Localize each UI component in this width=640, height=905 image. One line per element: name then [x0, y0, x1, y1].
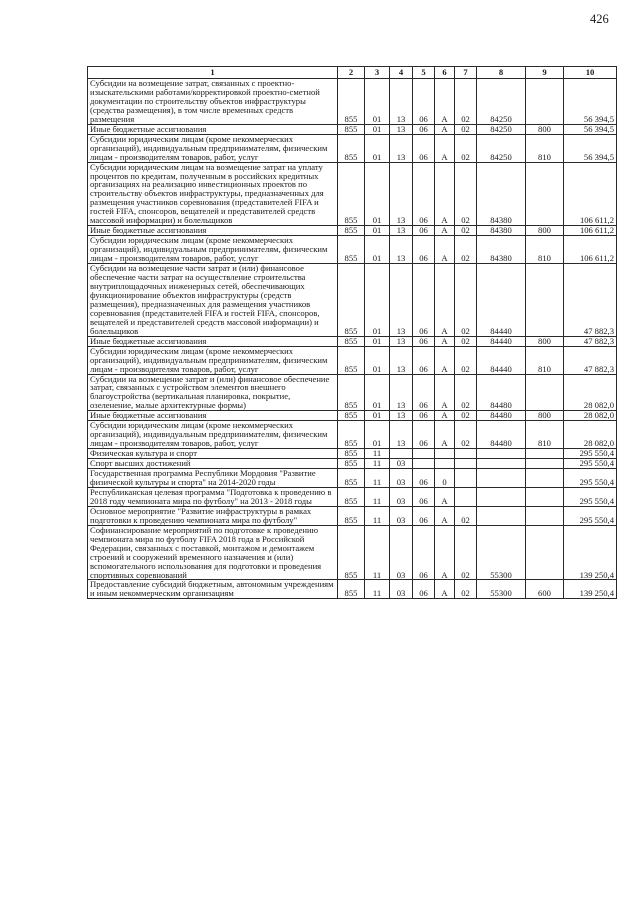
program-code: 06: [413, 487, 435, 506]
activity-code: 02: [455, 374, 477, 411]
subprogram-code: А: [435, 374, 455, 411]
activity-code: 02: [455, 346, 477, 374]
row-name: Субсидии юридическим лицам (кроме некоммерческих организаций), индивидуальным предпринимателям, физическим лицам - производителям товаров, работ, услуг: [88, 421, 338, 449]
section-code: 01: [365, 124, 390, 134]
activity-code: [455, 459, 477, 469]
expense-type-code: [526, 506, 564, 525]
ministry-code: 855: [338, 506, 365, 525]
subprogram-code: А: [435, 421, 455, 449]
expense-type-code: 800: [526, 226, 564, 236]
subprogram-code: [435, 449, 455, 459]
subprogram-code: А: [435, 336, 455, 346]
row-name: Субсидии на возмещение затрат и (или) финансовое обеспечение затрат, связанных с устройством элементов внешнего благоустройства (вертикальная планировка, покрытие, озеленение, малые архитектурные формы): [88, 374, 338, 411]
direction-code: 84250: [477, 124, 526, 134]
table-row: [88, 79, 617, 125]
ministry-code: 855: [338, 411, 365, 421]
amount: 295 550,4: [564, 469, 617, 488]
direction-code: 84480: [477, 421, 526, 449]
program-code: 06: [413, 236, 435, 264]
subsection-code: 13: [390, 124, 413, 134]
section-code: 01: [365, 162, 390, 226]
section-code: 01: [365, 264, 390, 337]
program-code: 06: [413, 264, 435, 337]
direction-code: [477, 459, 526, 469]
subprogram-code: [435, 459, 455, 469]
row-name: Спорт высших достижений: [88, 459, 338, 469]
direction-code: 55300: [477, 525, 526, 580]
amount: 56 394,5: [564, 124, 617, 134]
subprogram-code: А: [435, 226, 455, 236]
ministry-code: 855: [338, 525, 365, 580]
subprogram-code: А: [435, 346, 455, 374]
amount: 28 082,0: [564, 374, 617, 411]
table-row: [88, 469, 617, 488]
subsection-code: [390, 449, 413, 459]
row-name: Субсидии юридическим лицам (кроме некоммерческих организаций), индивидуальным предпринимателям, физическим лицам - производителям товаров, работ, услуг: [88, 134, 338, 162]
section-code: 11: [365, 449, 390, 459]
header-cell: 4: [390, 67, 413, 79]
direction-code: 84380: [477, 162, 526, 226]
expense-type-code: 800: [526, 411, 564, 421]
subprogram-code: А: [435, 411, 455, 421]
header-cell: 2: [338, 67, 365, 79]
program-code: 06: [413, 226, 435, 236]
subsection-code: 03: [390, 459, 413, 469]
amount: 295 550,4: [564, 449, 617, 459]
program-code: 06: [413, 134, 435, 162]
table-header-row: [88, 67, 617, 79]
table-row: [88, 264, 617, 337]
table-row: [88, 124, 617, 134]
row-name: Софинансирование мероприятий по подготовке к проведению чемпионата мира по футболу FIFA 2018 года в Российской Федерации, связанных с поставкой, монтажом и демонтажем строений и сооружений временного назначения и (или) вспомогательного использования для подготовки и проведения спортивных соревнований: [88, 525, 338, 580]
subprogram-code: А: [435, 487, 455, 506]
direction-code: 55300: [477, 580, 526, 599]
subsection-code: 13: [390, 79, 413, 125]
activity-code: 02: [455, 336, 477, 346]
subsection-code: 13: [390, 264, 413, 337]
subsection-code: 13: [390, 236, 413, 264]
subsection-code: 03: [390, 469, 413, 488]
ministry-code: 855: [338, 374, 365, 411]
subsection-code: 13: [390, 374, 413, 411]
section-code: 01: [365, 411, 390, 421]
table-row: [88, 236, 617, 264]
ministry-code: 855: [338, 264, 365, 337]
program-code: 06: [413, 525, 435, 580]
direction-code: 84440: [477, 336, 526, 346]
subsection-code: 13: [390, 226, 413, 236]
activity-code: [455, 449, 477, 459]
table-row: [88, 506, 617, 525]
amount: 47 882,3: [564, 346, 617, 374]
row-name: Субсидии юридическим лицам (кроме некоммерческих организаций), индивидуальным предпринимателям, физическим лицам - производителям товаров, работ, услуг: [88, 236, 338, 264]
budget-table: [87, 66, 617, 599]
expense-type-code: [526, 264, 564, 337]
ministry-code: 855: [338, 459, 365, 469]
ministry-code: 855: [338, 124, 365, 134]
expense-type-code: 810: [526, 421, 564, 449]
program-code: 06: [413, 411, 435, 421]
table-row: [88, 580, 617, 599]
amount: 295 550,4: [564, 487, 617, 506]
table-body: [88, 79, 617, 599]
header-cell: 3: [365, 67, 390, 79]
row-name: Иные бюджетные ассигнования: [88, 411, 338, 421]
amount: 47 882,3: [564, 336, 617, 346]
activity-code: 02: [455, 162, 477, 226]
table-row: [88, 162, 617, 226]
activity-code: 02: [455, 79, 477, 125]
section-code: 11: [365, 506, 390, 525]
subsection-code: 03: [390, 506, 413, 525]
amount: 106 611,2: [564, 236, 617, 264]
ministry-code: 855: [338, 346, 365, 374]
row-name: Субсидии на возмещение части затрат и (или) финансовое обеспечение части затрат на осуществление строительства внутриплощадочных инженерных сетей, обеспечивающих функционирование объектов инфраструктуры (средств размещения), предназначенных для размещения участников соревнования (представителей FIFA и гостей FIFA, спонсоров, вещателей и представителей средств массовой информации) и болельщиков: [88, 264, 338, 337]
activity-code: 02: [455, 411, 477, 421]
amount: 56 394,5: [564, 134, 617, 162]
subprogram-code: А: [435, 264, 455, 337]
activity-code: 02: [455, 506, 477, 525]
page-number: 426: [590, 12, 609, 26]
direction-code: [477, 449, 526, 459]
program-code: 06: [413, 580, 435, 599]
activity-code: 02: [455, 421, 477, 449]
subsection-code: 13: [390, 346, 413, 374]
direction-code: 84480: [477, 411, 526, 421]
subsection-code: 13: [390, 134, 413, 162]
expense-type-code: [526, 79, 564, 125]
section-code: 01: [365, 374, 390, 411]
expense-type-code: 600: [526, 580, 564, 599]
row-name: Иные бюджетные ассигнования: [88, 226, 338, 236]
direction-code: 84440: [477, 264, 526, 337]
ministry-code: 855: [338, 580, 365, 599]
header-cell: 8: [477, 67, 526, 79]
program-code: 06: [413, 162, 435, 226]
row-name: Субсидии на возмещение затрат, связанных с проектно-изыскательскими работами/корректировкой проектно-сметной документации по строительству объектов инфраструктуры (средства размещения), в том числе временных средств размещения: [88, 79, 338, 125]
header-cell: 9: [526, 67, 564, 79]
row-name: Иные бюджетные ассигнования: [88, 124, 338, 134]
ministry-code: 855: [338, 226, 365, 236]
section-code: 01: [365, 336, 390, 346]
program-code: [413, 459, 435, 469]
program-code: [413, 449, 435, 459]
direction-code: [477, 487, 526, 506]
amount: 56 394,5: [564, 79, 617, 125]
expense-type-code: [526, 487, 564, 506]
activity-code: 02: [455, 134, 477, 162]
table-row: [88, 346, 617, 374]
amount: 139 250,4: [564, 580, 617, 599]
row-name: Физическая культура и спорт: [88, 449, 338, 459]
ministry-code: 855: [338, 79, 365, 125]
subprogram-code: А: [435, 506, 455, 525]
subprogram-code: А: [435, 236, 455, 264]
row-name: Основное мероприятие "Развитие инфраструктуры в рамках подготовки к проведению чемпионата мира по футболу": [88, 506, 338, 525]
section-code: 11: [365, 525, 390, 580]
expense-type-code: [526, 162, 564, 226]
ministry-code: 855: [338, 421, 365, 449]
activity-code: 02: [455, 525, 477, 580]
direction-code: [477, 469, 526, 488]
subprogram-code: 0: [435, 469, 455, 488]
amount: 28 082,0: [564, 421, 617, 449]
direction-code: [477, 506, 526, 525]
expense-type-code: 800: [526, 124, 564, 134]
expense-type-code: 800: [526, 336, 564, 346]
direction-code: 84480: [477, 374, 526, 411]
program-code: 06: [413, 336, 435, 346]
table-row: [88, 421, 617, 449]
row-name: Иные бюджетные ассигнования: [88, 336, 338, 346]
activity-code: [455, 487, 477, 506]
header-cell: 10: [564, 67, 617, 79]
amount: 295 550,4: [564, 506, 617, 525]
table-row: [88, 336, 617, 346]
activity-code: 02: [455, 264, 477, 337]
activity-code: [455, 469, 477, 488]
expense-type-code: [526, 449, 564, 459]
subprogram-code: А: [435, 162, 455, 226]
subsection-code: 13: [390, 336, 413, 346]
expense-type-code: [526, 525, 564, 580]
table-row: [88, 487, 617, 506]
subsection-code: 13: [390, 411, 413, 421]
expense-type-code: [526, 374, 564, 411]
activity-code: 02: [455, 124, 477, 134]
amount: 295 550,4: [564, 459, 617, 469]
header-cell: 5: [413, 67, 435, 79]
ministry-code: 855: [338, 487, 365, 506]
amount: 106 611,2: [564, 162, 617, 226]
direction-code: 84440: [477, 346, 526, 374]
ministry-code: 855: [338, 236, 365, 264]
ministry-code: 855: [338, 469, 365, 488]
row-name: Субсидии юридическим лицам (кроме некоммерческих организаций), индивидуальным предпринимателям, физическим лицам - производителям товаров, работ, услуг: [88, 346, 338, 374]
subprogram-code: А: [435, 124, 455, 134]
program-code: 06: [413, 506, 435, 525]
subsection-code: 13: [390, 421, 413, 449]
row-name: Государственная программа Республики Мордовия "Развитие физической культуры и спорта" на 2014-2020 годы: [88, 469, 338, 488]
activity-code: 02: [455, 226, 477, 236]
section-code: 01: [365, 134, 390, 162]
subprogram-code: А: [435, 525, 455, 580]
subsection-code: 13: [390, 162, 413, 226]
subprogram-code: А: [435, 580, 455, 599]
program-code: 06: [413, 421, 435, 449]
activity-code: 02: [455, 236, 477, 264]
table-row: [88, 449, 617, 459]
section-code: 11: [365, 487, 390, 506]
expense-type-code: 810: [526, 134, 564, 162]
subsection-code: 03: [390, 525, 413, 580]
program-code: 06: [413, 374, 435, 411]
section-code: 11: [365, 469, 390, 488]
amount: 106 611,2: [564, 226, 617, 236]
table-row: [88, 411, 617, 421]
direction-code: 84380: [477, 226, 526, 236]
subprogram-code: А: [435, 79, 455, 125]
amount: 47 882,3: [564, 264, 617, 337]
section-code: 01: [365, 226, 390, 236]
header-cell: 7: [455, 67, 477, 79]
program-code: 06: [413, 346, 435, 374]
direction-code: 84250: [477, 79, 526, 125]
table-row: [88, 226, 617, 236]
program-code: 06: [413, 79, 435, 125]
header-cell: 1: [88, 67, 338, 79]
ministry-code: 855: [338, 336, 365, 346]
section-code: 11: [365, 580, 390, 599]
direction-code: 84250: [477, 134, 526, 162]
section-code: 01: [365, 346, 390, 374]
amount: 139 250,4: [564, 525, 617, 580]
expense-type-code: 810: [526, 346, 564, 374]
section-code: 01: [365, 236, 390, 264]
table-row: [88, 374, 617, 411]
amount: 28 082,0: [564, 411, 617, 421]
expense-type-code: [526, 469, 564, 488]
header-cell: 6: [435, 67, 455, 79]
activity-code: 02: [455, 580, 477, 599]
program-code: 06: [413, 469, 435, 488]
subsection-code: 03: [390, 487, 413, 506]
direction-code: 84380: [477, 236, 526, 264]
subsection-code: 03: [390, 580, 413, 599]
expense-type-code: [526, 459, 564, 469]
section-code: 01: [365, 79, 390, 125]
row-name: Предоставление субсидий бюджетным, автономным учреждениям и иным некоммерческим организациям: [88, 580, 338, 599]
table-row: [88, 459, 617, 469]
table-row: [88, 134, 617, 162]
row-name: Республиканская целевая программа "Подготовка к проведению в 2018 году чемпионата мира по футболу" на 2013 - 2018 годы: [88, 487, 338, 506]
subprogram-code: А: [435, 134, 455, 162]
section-code: 11: [365, 459, 390, 469]
program-code: 06: [413, 124, 435, 134]
row-name: Субсидии юридическим лицам на возмещение затрат на уплату процентов по кредитам, полученным в российских кредитных организациях на реализацию инвестиционных проектов по строительству объектов инфраструктуры, предназначенных для размещения участников соревнования (представителей FIFA и гостей FIFA, спонсоров, вещателей и представителей средств массовой информации) и болельщиков: [88, 162, 338, 226]
ministry-code: 855: [338, 134, 365, 162]
ministry-code: 855: [338, 449, 365, 459]
ministry-code: 855: [338, 162, 365, 226]
table-row: [88, 525, 617, 580]
section-code: 01: [365, 421, 390, 449]
expense-type-code: 810: [526, 236, 564, 264]
